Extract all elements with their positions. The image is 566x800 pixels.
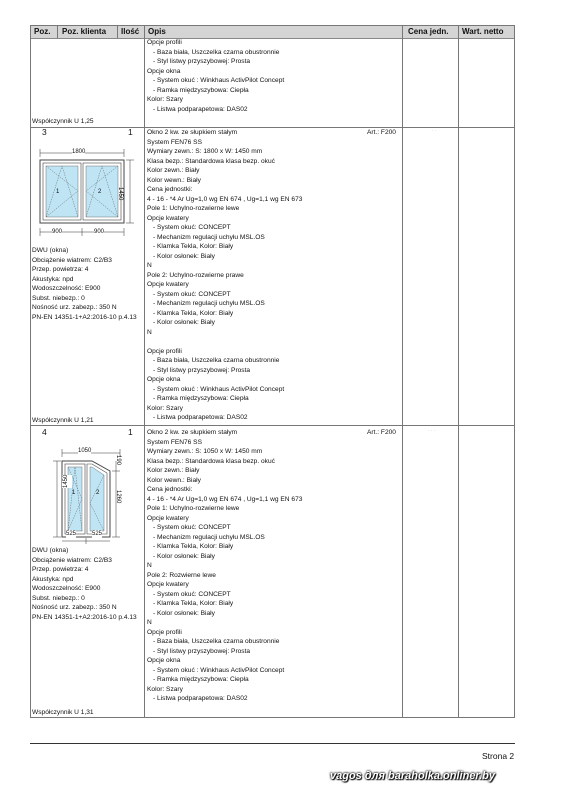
- description-line: Cena jednostki:: [147, 186, 193, 193]
- item-4-dim-right: 525: [92, 530, 102, 540]
- description-line: Opcje kwatery: [147, 581, 189, 588]
- table-header: [30, 25, 515, 39]
- property-line: Obciążenie wiatrem: C2/B3: [32, 556, 112, 564]
- description-line: Opcje okna: [147, 67, 181, 75]
- top-block-description: [147, 38, 284, 114]
- watermark: vagos для baraholka.onliner.by: [330, 770, 495, 782]
- item-3-window-drawing: [30, 140, 145, 240]
- description-line: - Baza biała, Uszczelka czarna obustronnie: [153, 638, 280, 645]
- property-line: DWU (okna): [32, 547, 69, 554]
- property-line: Obciążenie wiatrem: C2/B3: [32, 256, 112, 264]
- description-line: - Kolor osłonek: Biały: [153, 319, 215, 326]
- grid-line: [402, 25, 403, 718]
- description-line: Opcje kwatery: [147, 214, 189, 222]
- grid-line: [30, 25, 515, 26]
- description-line: N: [147, 328, 152, 336]
- description-line: Opcje okna: [147, 376, 181, 383]
- item-4-poz: 4: [42, 427, 47, 437]
- description-line: - Mechanizm regulacji uchyłu MSL.OS: [153, 300, 265, 307]
- item-3-sash-1: 1: [56, 189, 60, 195]
- top-block-uvalue: Współczynnik U 1,25: [32, 118, 94, 125]
- description-line: Kolor zewn.: Biały: [147, 467, 200, 474]
- description-line: - Listwa podparapetowa: DAS02: [153, 105, 248, 113]
- property-line: PN-EN 14351-1+A2:2016-10 p.4.13: [32, 613, 137, 621]
- property-line: Akustyka: npd: [32, 575, 74, 583]
- row-separator: [30, 425, 515, 426]
- description-line: - System okuć: CONCEPT: [153, 224, 231, 231]
- description-line: - Klamka Tekla, Kolor: Biały: [153, 243, 234, 250]
- description-line: Opcje kwatery: [147, 514, 189, 522]
- description-line: Cena jednostki:: [147, 486, 193, 493]
- description-line: Pole 1: Uchylno-rozwierne lewe: [147, 505, 240, 512]
- description-line: - System okuć: CONCEPT: [153, 290, 231, 298]
- description-line: N: [147, 562, 152, 569]
- item-4-properties: [32, 546, 137, 622]
- item-4-dim-inner-height: 1260: [115, 490, 121, 504]
- description-line: Klasa bezp.: Standardowa klasa bezp. okuć: [147, 157, 275, 165]
- description-line: Okno 2 kw. ze słupkiem stałym: [147, 429, 238, 436]
- item-3-properties: [32, 246, 137, 322]
- grid-line: [458, 25, 459, 718]
- description-line: - Listwa podparapetowa: DAS02: [153, 695, 248, 702]
- description-line: Pole 2: Rozwierne lewe: [147, 571, 216, 579]
- description-line: 4 - 16 - *4 Ar Ug=1,0 wg EN 674 , Ug=1,1 wg EN 673: [147, 195, 303, 203]
- redacted-mark: · ·: [432, 128, 437, 134]
- item-3-dim-left: 900: [52, 228, 62, 238]
- property-line: Akustyka: npd: [32, 275, 74, 283]
- description-line: - Klamka Tekla, Kolor: Biały: [153, 309, 234, 317]
- redacted-mark: · · ·: [428, 428, 436, 434]
- description-line: Kolor: Szary: [147, 96, 183, 103]
- description-line: - Kolor osłonek: Biały: [153, 609, 215, 617]
- item-4-dim-left: 525: [66, 530, 76, 540]
- grid-line: [514, 25, 515, 718]
- grid-line: [30, 25, 31, 718]
- item-3-art: Art.: F200: [367, 129, 396, 136]
- item-4-uvalue: Współczynnik U 1,31: [32, 709, 94, 716]
- row-separator: [30, 717, 515, 718]
- description-line: - System okuć: CONCEPT: [153, 590, 231, 598]
- description-line: - Kolor osłonek: Biały: [153, 252, 215, 260]
- description-line: - Styl listwy przyszybowej: Prosta: [153, 647, 251, 655]
- description-line: Wymiary zewn.: S: 1050 x W: 1450 mm: [147, 448, 263, 455]
- description-line: Klasa bezp.: Standardowa klasa bezp. okuć: [147, 457, 275, 465]
- item-4-sash-1: 1: [72, 490, 76, 496]
- description-line: Pole 1: Uchylno-rozwierne lewe: [147, 205, 240, 212]
- description-line: 4 - 16 - *4 Ar Ug=1,0 wg EN 674 , Ug=1,1 wg EN 673: [147, 495, 303, 503]
- item-4-dim-width: 1050: [78, 447, 91, 457]
- description-line: Wymiary zewn.: S: 1800 x W: 1450 mm: [147, 148, 263, 155]
- description-line: - Listwa podparapetowa: DAS02: [153, 414, 248, 421]
- description-line: - System okuć : Winkhaus ActivPilot Concept: [153, 385, 285, 393]
- item-3-dim-height: 1450: [117, 187, 123, 201]
- description-line: - Baza biała, Uszczelka czarna obustronnie: [153, 357, 280, 364]
- item-4-dim-height: 1450: [62, 475, 72, 488]
- item-3-poz: 3: [42, 127, 47, 137]
- description-line: [147, 337, 302, 347]
- property-line: Subst. niebezp.: 0: [32, 294, 85, 302]
- description-line: Kolor: Szary: [147, 685, 183, 693]
- description-line: Kolor wewn.: Biały: [147, 176, 201, 184]
- property-line: Nośność urz. zabezp.: 350 N: [32, 604, 117, 611]
- property-line: Wodoszczelność: E900: [32, 585, 101, 592]
- col-poz-klienta: Poz. klienta: [62, 27, 107, 36]
- footer-rule: [30, 743, 515, 744]
- description-line: - System okuć: CONCEPT: [153, 524, 231, 531]
- description-line: - Mechanizm regulacji uchyłu MSL.OS: [153, 233, 265, 241]
- description-line: Kolor zewn.: Biały: [147, 167, 200, 174]
- col-opis: Opis: [148, 27, 166, 36]
- description-line: Opcje kwatery: [147, 281, 189, 288]
- description-line: - Mechanizm regulacji uchyłu MSL.OS: [153, 533, 265, 541]
- description-line: - Ramka międzyszybowa: Ciepła: [153, 86, 249, 94]
- property-line: Przep. powietrza: 4: [32, 566, 89, 573]
- description-line: Opcje okna: [147, 657, 181, 664]
- description-line: Kolor: Szary: [147, 404, 183, 412]
- col-cena: Cena jedn.: [408, 27, 449, 36]
- description-line: - Baza biała, Uszczelka czarna obustronnie: [153, 48, 280, 56]
- col-poz: Poz.: [34, 27, 51, 36]
- description-line: Opcje profili: [147, 39, 182, 46]
- item-3-sash-2: 2: [98, 189, 102, 195]
- page-number: Strona 2: [482, 751, 515, 761]
- item-3-description: [147, 128, 302, 423]
- description-line: Okno 2 kw. ze słupkiem stałym: [147, 129, 238, 136]
- description-line: N: [147, 619, 152, 626]
- description-line: Opcje profili: [147, 628, 182, 636]
- description-line: - Ramka międzyszybowa: Ciepła: [153, 395, 249, 402]
- description-line: N: [147, 262, 152, 269]
- description-line: System FEN76 SS: [147, 438, 202, 446]
- col-ilosc: Ilość: [121, 27, 140, 36]
- property-line: Nośność urz. zabezp.: 350 N: [32, 304, 117, 311]
- description-line: - System okuć : Winkhaus ActivPilot Concept: [153, 666, 285, 674]
- grid-line: [57, 25, 58, 38]
- description-line: - Styl listwy przyszybowej: Prosta: [153, 366, 251, 374]
- item-4-sash-2: 2: [96, 490, 100, 496]
- property-line: Przep. powietrza: 4: [32, 266, 89, 273]
- item-4-dim-top-right: 190: [115, 455, 121, 466]
- item-4-description: [147, 428, 302, 704]
- description-line: Kolor wewn.: Biały: [147, 476, 201, 484]
- grid-line: [144, 25, 145, 718]
- description-line: System FEN76 SS: [147, 138, 202, 146]
- item-4-art: Art.: F200: [367, 429, 396, 436]
- property-line: PN-EN 14351-1+A2:2016-10 p.4.13: [32, 313, 137, 321]
- description-line: Opcje profili: [147, 347, 182, 355]
- item-3-dim-width: 1800: [72, 148, 85, 158]
- item-3-qty: 1: [128, 127, 133, 137]
- property-line: DWU (okna): [32, 247, 69, 254]
- grid-line: [117, 25, 118, 38]
- item-4-qty: 1: [128, 427, 133, 437]
- description-line: - Ramka międzyszybowa: Ciepła: [153, 676, 249, 683]
- property-line: Wodoszczelność: E900: [32, 285, 101, 292]
- description-line: - System okuć : Winkhaus ActivPilot Concept: [153, 77, 285, 84]
- description-line: - Klamka Tekla, Kolor: Biały: [153, 543, 234, 550]
- description-line: - Styl listwy przyszybowej: Prosta: [153, 58, 251, 65]
- col-wart: Wart. netto: [462, 27, 504, 36]
- description-line: - Kolor osłonek: Biały: [153, 552, 215, 560]
- item-3-dim-right: 900: [94, 228, 104, 238]
- description-line: Pole 2: Uchylno-rozwierne prawe: [147, 271, 244, 279]
- property-line: Subst. niebezp.: 0: [32, 594, 85, 602]
- item-3-uvalue: Współczynnik U 1,21: [32, 417, 94, 424]
- description-line: - Klamka Tekla, Kolor: Biały: [153, 600, 234, 607]
